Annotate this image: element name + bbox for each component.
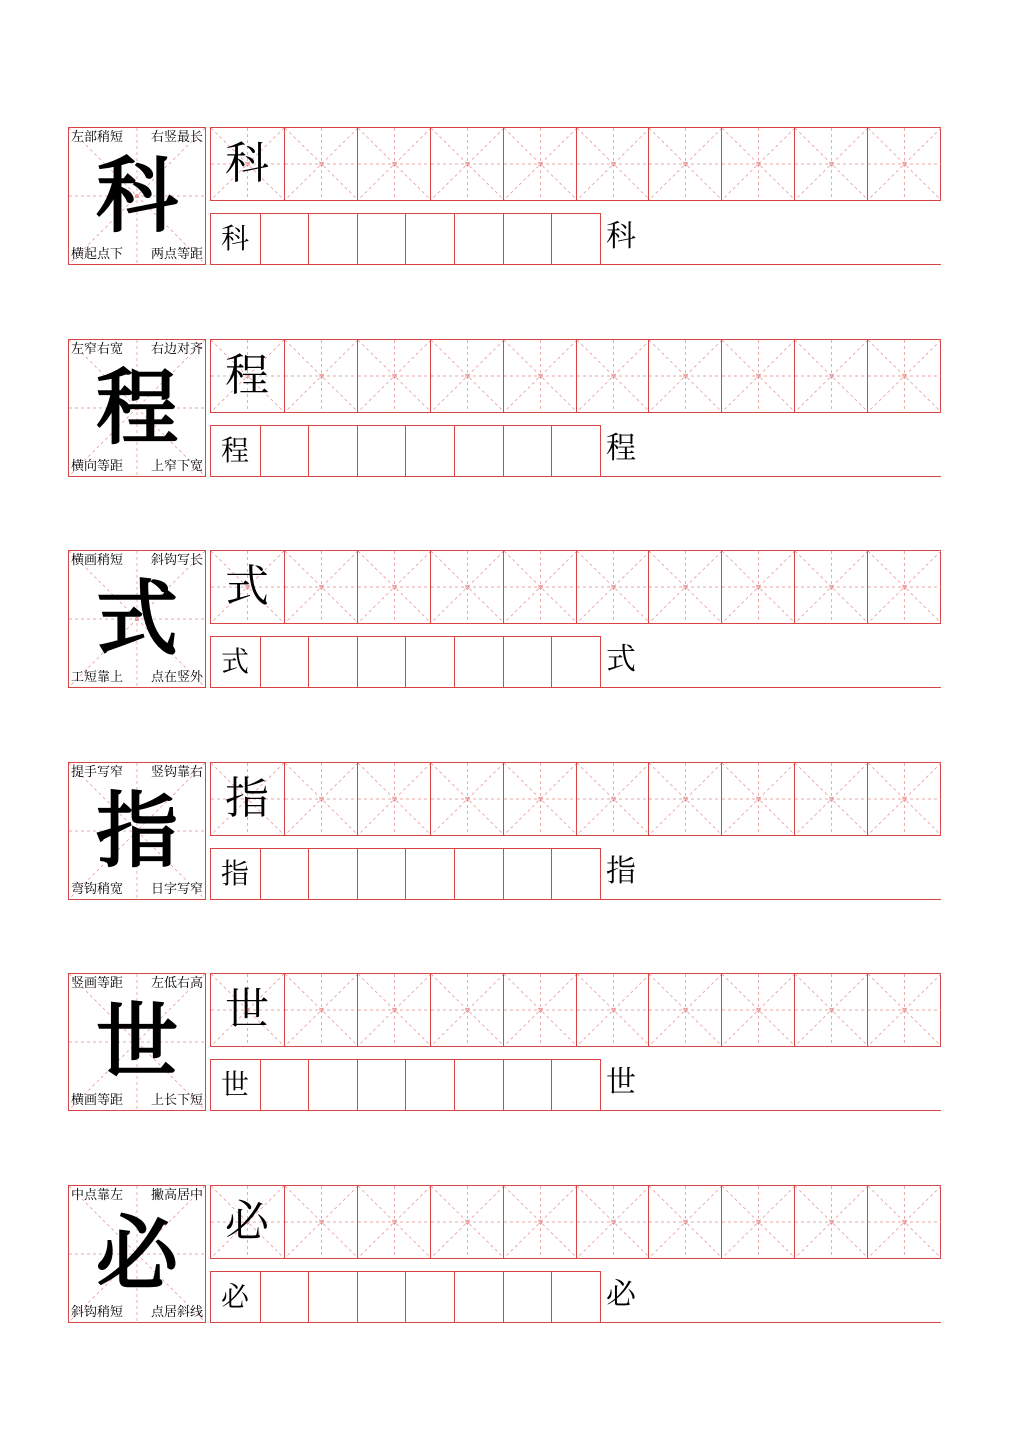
tip-bottom-right: 两点等距	[150, 247, 203, 262]
practice-cell[interactable]	[648, 340, 721, 412]
character-guide-box	[68, 127, 206, 265]
small-practice-cell[interactable]	[260, 426, 309, 476]
small-practice-grid	[210, 1271, 601, 1323]
trace-character: 科	[225, 138, 269, 189]
practice-cell[interactable]	[284, 1186, 357, 1258]
free-write-line[interactable]	[601, 1322, 941, 1323]
tip-bottom-left: 工短靠上	[71, 670, 124, 685]
practice-row	[0, 339, 1022, 479]
tip-top-left: 左部稍短	[71, 130, 124, 145]
practice-cell[interactable]	[648, 763, 721, 835]
practice-cell[interactable]	[211, 340, 284, 412]
practice-cell[interactable]	[503, 340, 576, 412]
small-practice-cell[interactable]	[405, 637, 454, 687]
small-practice-cell[interactable]	[405, 1060, 454, 1110]
tip-bottom-left: 横起点下	[71, 247, 124, 262]
small-practice-cell[interactable]	[308, 426, 357, 476]
small-practice-cell[interactable]	[211, 849, 260, 899]
tip-bottom-right: 上长下短	[150, 1093, 203, 1108]
free-write-line[interactable]	[601, 1110, 941, 1111]
large-practice-grid	[210, 339, 941, 413]
large-practice-grid	[210, 1185, 941, 1259]
practice-cell[interactable]	[794, 340, 867, 412]
small-practice-cell[interactable]	[503, 849, 552, 899]
small-practice-cell[interactable]	[308, 1272, 357, 1322]
practice-cell[interactable]	[503, 974, 576, 1046]
practice-cell[interactable]	[794, 128, 867, 200]
small-trace-character: 程	[220, 434, 249, 467]
small-practice-cell[interactable]	[551, 1272, 600, 1322]
small-practice-grid	[210, 848, 601, 900]
practice-cell[interactable]	[503, 1186, 576, 1258]
practice-cell[interactable]	[430, 763, 503, 835]
practice-cell[interactable]	[867, 128, 940, 200]
practice-cell[interactable]	[867, 340, 940, 412]
practice-cell[interactable]	[284, 763, 357, 835]
free-write-line[interactable]	[601, 476, 941, 477]
small-practice-cell[interactable]	[454, 426, 503, 476]
practice-cell[interactable]	[721, 763, 794, 835]
small-practice-cell[interactable]	[308, 214, 357, 264]
practice-cell[interactable]	[430, 974, 503, 1046]
tip-bottom-left: 横画等距	[71, 1093, 124, 1108]
practice-cell[interactable]	[867, 1186, 940, 1258]
practice-cell[interactable]	[721, 974, 794, 1046]
practice-cell[interactable]	[503, 551, 576, 623]
practice-cell[interactable]	[430, 128, 503, 200]
large-practice-grid	[210, 550, 941, 624]
small-practice-cell[interactable]	[551, 1060, 600, 1110]
small-trace-character: 指	[220, 857, 249, 890]
practice-cell[interactable]	[721, 551, 794, 623]
small-practice-cell[interactable]	[211, 1272, 260, 1322]
practice-cell[interactable]	[284, 551, 357, 623]
small-practice-cell[interactable]	[454, 637, 503, 687]
practice-cell[interactable]	[576, 1186, 649, 1258]
practice-cell[interactable]	[794, 1186, 867, 1258]
large-practice-grid	[210, 762, 941, 836]
small-practice-cell[interactable]	[551, 637, 600, 687]
small-practice-cell[interactable]	[211, 214, 260, 264]
practice-cell[interactable]	[648, 551, 721, 623]
small-trace-character: 必	[220, 1280, 249, 1313]
practice-cell[interactable]	[357, 974, 430, 1046]
practice-cell[interactable]	[794, 974, 867, 1046]
model-character: 程	[95, 360, 178, 456]
trace-character: 必	[225, 1196, 269, 1247]
practice-cell[interactable]	[357, 128, 430, 200]
small-practice-cell[interactable]	[551, 214, 600, 264]
small-practice-cell[interactable]	[503, 637, 552, 687]
small-trace-character: 科	[220, 222, 249, 255]
tip-top-left: 横画稍短	[71, 553, 124, 568]
small-practice-grid	[210, 636, 601, 688]
practice-cell[interactable]	[648, 974, 721, 1046]
small-practice-grid	[210, 213, 601, 265]
small-practice-cell[interactable]	[211, 426, 260, 476]
small-practice-cell[interactable]	[357, 214, 406, 264]
practice-cell[interactable]	[211, 1186, 284, 1258]
small-practice-cell[interactable]	[357, 1272, 406, 1322]
large-practice-grid	[210, 973, 941, 1047]
small-practice-cell[interactable]	[405, 426, 454, 476]
practice-cell[interactable]	[211, 974, 284, 1046]
free-write-line[interactable]	[601, 264, 941, 265]
practice-cell[interactable]	[794, 763, 867, 835]
small-practice-cell[interactable]	[503, 1060, 552, 1110]
small-practice-cell[interactable]	[308, 849, 357, 899]
practice-cell[interactable]	[867, 763, 940, 835]
practice-cell[interactable]	[648, 128, 721, 200]
practice-cell[interactable]	[721, 128, 794, 200]
tip-top-right: 左低右高	[150, 976, 203, 991]
small-practice-cell[interactable]	[308, 1060, 357, 1110]
small-practice-grid	[210, 425, 601, 477]
model-character: 必	[95, 1206, 178, 1302]
free-write-line[interactable]	[601, 687, 941, 688]
small-practice-cell[interactable]	[260, 849, 309, 899]
small-practice-cell[interactable]	[211, 1060, 260, 1110]
practice-cell[interactable]	[430, 551, 503, 623]
practice-cell[interactable]	[211, 551, 284, 623]
character-guide-box	[68, 973, 206, 1111]
practice-cell[interactable]	[430, 1186, 503, 1258]
small-practice-cell[interactable]	[357, 1060, 406, 1110]
tip-bottom-left: 弯钩稍宽	[71, 882, 124, 897]
model-character: 指	[95, 783, 178, 879]
free-write-character: 程	[606, 431, 636, 466]
tip-top-right: 竖钩靠右	[150, 765, 203, 780]
trace-character: 程	[225, 350, 269, 401]
small-practice-cell[interactable]	[551, 426, 600, 476]
small-trace-character: 式	[220, 645, 249, 678]
tip-bottom-right: 点居斜线	[150, 1305, 203, 1320]
practice-cell[interactable]	[576, 128, 649, 200]
practice-cell[interactable]	[867, 551, 940, 623]
practice-cell[interactable]	[284, 128, 357, 200]
small-practice-cell[interactable]	[357, 426, 406, 476]
tip-top-left: 提手写窄	[71, 765, 124, 780]
practice-cell[interactable]	[284, 974, 357, 1046]
tip-bottom-right: 点在竖外	[150, 670, 203, 685]
small-practice-cell[interactable]	[551, 849, 600, 899]
small-practice-cell[interactable]	[454, 1272, 503, 1322]
small-practice-cell[interactable]	[260, 1060, 309, 1110]
character-guide-box	[68, 762, 206, 900]
practice-cell[interactable]	[430, 340, 503, 412]
practice-row	[0, 1185, 1022, 1325]
small-trace-character: 世	[220, 1068, 249, 1101]
tip-bottom-right: 日字写窄	[150, 882, 203, 897]
character-guide-box	[68, 1185, 206, 1323]
practice-cell[interactable]	[721, 340, 794, 412]
practice-row	[0, 973, 1022, 1113]
practice-cell[interactable]	[284, 340, 357, 412]
practice-cell[interactable]	[357, 1186, 430, 1258]
tip-bottom-right: 上窄下宽	[150, 459, 203, 474]
small-practice-cell[interactable]	[308, 637, 357, 687]
small-practice-cell[interactable]	[260, 637, 309, 687]
small-practice-cell[interactable]	[357, 637, 406, 687]
practice-cell[interactable]	[576, 340, 649, 412]
practice-cell[interactable]	[357, 340, 430, 412]
small-practice-cell[interactable]	[503, 426, 552, 476]
practice-cell[interactable]	[648, 1186, 721, 1258]
model-character: 式	[95, 571, 178, 667]
small-practice-cell[interactable]	[503, 214, 552, 264]
small-practice-cell[interactable]	[405, 1272, 454, 1322]
tip-bottom-left: 斜钩稍短	[71, 1305, 124, 1320]
trace-character: 世	[225, 984, 269, 1035]
model-character: 科	[95, 148, 178, 244]
practice-cell[interactable]	[357, 551, 430, 623]
tip-top-right: 右竖最长	[150, 130, 203, 145]
tip-top-right: 撇高居中	[150, 1188, 203, 1203]
practice-cell[interactable]	[211, 128, 284, 200]
tip-top-left: 竖画等距	[71, 976, 124, 991]
practice-row	[0, 762, 1022, 902]
free-write-character: 式	[606, 642, 636, 677]
practice-cell[interactable]	[576, 974, 649, 1046]
practice-row	[0, 550, 1022, 690]
practice-cell[interactable]	[794, 551, 867, 623]
trace-character: 式	[225, 561, 269, 612]
practice-cell[interactable]	[576, 763, 649, 835]
practice-cell[interactable]	[357, 763, 430, 835]
small-practice-cell[interactable]	[405, 214, 454, 264]
small-practice-cell[interactable]	[260, 1272, 309, 1322]
small-practice-cell[interactable]	[454, 849, 503, 899]
small-practice-cell[interactable]	[454, 1060, 503, 1110]
free-write-character: 科	[606, 219, 636, 254]
tip-top-left: 左窄右宽	[71, 342, 124, 357]
tip-bottom-left: 横向等距	[71, 459, 124, 474]
tip-top-right: 斜钩写长	[150, 553, 203, 568]
practice-row	[0, 127, 1022, 267]
small-practice-cell[interactable]	[503, 1272, 552, 1322]
tip-top-left: 中点靠左	[71, 1188, 124, 1203]
practice-cell[interactable]	[503, 128, 576, 200]
model-character: 世	[95, 994, 178, 1090]
free-write-character: 指	[606, 854, 636, 889]
practice-cell[interactable]	[867, 974, 940, 1046]
small-practice-cell[interactable]	[357, 849, 406, 899]
practice-cell[interactable]	[576, 551, 649, 623]
small-practice-grid	[210, 1059, 601, 1111]
practice-cell[interactable]	[503, 763, 576, 835]
trace-character: 指	[225, 773, 269, 824]
free-write-line[interactable]	[601, 899, 941, 900]
practice-cell[interactable]	[721, 1186, 794, 1258]
free-write-character: 必	[606, 1277, 636, 1312]
character-guide-box	[68, 550, 206, 688]
small-practice-cell[interactable]	[405, 849, 454, 899]
small-practice-cell[interactable]	[211, 637, 260, 687]
character-guide-box	[68, 339, 206, 477]
free-write-character: 世	[606, 1065, 636, 1100]
tip-top-right: 右边对齐	[150, 342, 203, 357]
small-practice-cell[interactable]	[454, 214, 503, 264]
practice-cell[interactable]	[211, 763, 284, 835]
small-practice-cell[interactable]	[260, 214, 309, 264]
large-practice-grid	[210, 127, 941, 201]
